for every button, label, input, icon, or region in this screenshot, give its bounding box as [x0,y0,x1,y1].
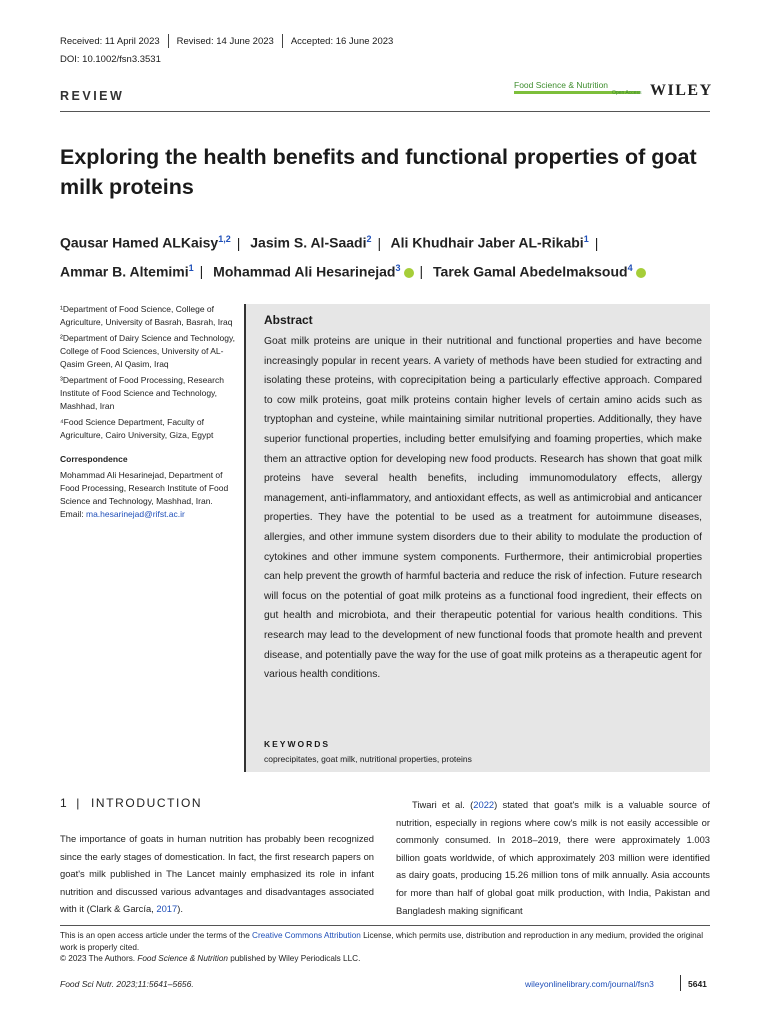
affiliation: ¹Department of Food Science, College of Agriculture, University of Basrah, Basrah, Iraq [60,304,233,327]
page-number: 5641 [688,979,707,989]
author-affil-sup: 4 [627,262,633,273]
footer-divider [680,975,681,991]
correspondence-body: Mohammad Ali Hesarinejad, Department of Food Processing, Research Institute of Food Science and Technology, Mashhad, Iran. [60,470,229,506]
citation-link[interactable]: 2017 [156,903,178,915]
author-name[interactable]: Mohammad Ali Hesarinejad [213,263,396,280]
date-divider [168,34,169,48]
citation-link[interactable]: 2022 [473,799,495,810]
email-link[interactable]: ma.hesarinejad@rifst.ac.ir [86,509,185,519]
author-divider: | [236,234,241,251]
footer-url[interactable]: wileyonlinelibrary.com/journal/fsn3 [525,979,654,989]
header-rule [60,111,710,112]
abstract-heading: Abstract [264,313,313,327]
affiliation: ²Department of Dairy Science and Technology, College of Food Sciences, University of AL-Qasim Green, Al Qasim, Iraq [60,333,235,369]
author-name[interactable]: Tarek Gamal Abedelmaksoud [433,263,628,280]
license-link[interactable]: Creative Commons Attribution [252,931,361,940]
author-affil-sup: 1 [188,262,194,273]
article-dates [60,34,393,48]
doi[interactable]: DOI: 10.1002/fsn3.3531 [60,54,161,65]
license-notice [60,930,710,965]
license-text-cont: License, which permits use, distribution and reproduction in any medium, provided the original work is properly cited. [60,931,704,952]
author-divider: | [199,263,204,280]
author-affil-sup: 2 [366,234,372,244]
author-name[interactable]: Jasim S. Al-Saadi [250,234,367,251]
section-number: 1 [60,796,69,810]
author-name[interactable]: Ali Khudhair Jaber AL-Rikabi [390,234,584,251]
affiliation: ⁴Food Science Department, Faculty of Agriculture, Cairo University, Giza, Egypt [60,417,214,440]
received-date: Received: 11 April 2023 [60,35,160,47]
intro-right-column [396,796,710,919]
author-divider: | [419,263,424,280]
intro-left-column [60,830,374,918]
intro-paragraph-end: ). [177,903,183,915]
author-divider: | [377,234,382,251]
publisher-logo: WILEY [650,82,713,99]
revised-date: Revised: 14 June 2023 [176,35,274,47]
section-divider: | [76,796,81,810]
orcid-icon[interactable] [404,268,414,278]
date-divider [282,34,283,48]
author-affil-sup: 1 [583,234,589,244]
journal-name: Food Science & Nutrition [514,80,609,90]
correspondence-heading: Correspondence [60,454,128,464]
keywords-list: coprecipitates, goat milk, nutritional properties, proteins [264,754,472,764]
open-access-tag: Open Access [612,90,642,96]
abstract-text: Goat milk proteins are unique in their nutritional and functional properties and have become increasingly popular in recent years. A variety of methods have been studied for extracting and isolating these proteins, with coprecipitation being a particularly effective approach. Compared to cow milk proteins, goat milk proteins contain higher levels of certain amino acids such as tryptophan and cysteine, while maintaining similar nutritional properties. Additionally, they have superior functional properties, including better emulsifying and foaming properties, which make them an attractive option for developing new food products. Research has shown that goat milk proteins have several health benefits, including immunomodulatory effects, allergy management, anti-inflammatory, and antioxidant effects, as well as antimicrobial and anticancer properties. They have the potential to be used as a treatment for autoimmune diseases, allergies, and other immune system disorders due to their ability to modulate the production of cytokines and other immune system components. Furthermore, their antimicrobial properties can help prevent the growth of harmful bacteria and reduce the risk of infection. Future research will focus on the potential of goat milk proteins as a functional food ingredient, their effects on gut health and microbiota, and their therapeutic potential for various health conditions. This research may lead to the development of new functional foods that promote health and prevent disease, and potentially pave the way for the use of goat milk proteins as a therapeutic agent for various health conditions. [264,336,702,681]
author-name[interactable]: Qausar Hamed ALKaisy [60,234,219,251]
orcid-icon[interactable] [636,268,646,278]
affiliation: ³Department of Food Processing, Research Institute of Food Science and Technology, Mashhad, Iran [60,375,224,411]
keywords-heading: KEYWORDS [264,739,331,749]
author-list [60,227,720,284]
copyright-journal: Food Science & Nutrition [137,954,228,964]
correspondence-text [60,469,235,521]
author-divider: | [594,234,599,251]
author-name[interactable]: Ammar B. Altemimi [60,263,189,280]
license-text: This is an open access article under the terms of the [60,931,253,940]
intro-paragraph: Tiwari et al. ( [412,799,474,810]
intro-paragraph: The importance of goats in human nutrition has probably been recognized since the early stages of domestication. In fact, the first research papers on goat's milk published in The Lancet mainly emphasized its role in infant nutrition and discussed various advantages and disadvantages associated with it (Clark & García, [60,833,374,915]
intro-paragraph-cont: ) stated that goat's milk is a valuable source of nutrition, especially in regions where cow's milk is not easily accessible or commonly consumed. In 2018–2019, there were approximately 1.003 billion goats worldwide, of which approximately 203 million were identified as dairy goats, producing 15.26 million tons of milk annually. Asia accounts for more than half of global goat milk production, with India, Pakistan and Bangladesh making significant [396,799,710,916]
email-label: Email: [60,509,84,519]
section-title: INTRODUCTION [91,796,203,810]
affiliations [60,303,235,524]
article-type: REVIEW [60,89,125,103]
author-affil-sup: 3 [395,262,401,273]
footer-rule [60,925,710,926]
article-title: Exploring the health benefits and functional properties of goat milk proteins [60,145,697,199]
copyright-text-cont: published by Wiley Periodicals LLC. [227,954,361,964]
copyright-text: © 2023 The Authors. [60,954,138,964]
accepted-date: Accepted: 16 June 2023 [290,35,394,47]
author-affil-sup: 1,2 [218,234,231,244]
abstract-box [244,304,710,772]
section-heading [60,796,202,810]
footer-citation: Food Sci Nutr. 2023;11:5641–5656. [60,979,194,989]
